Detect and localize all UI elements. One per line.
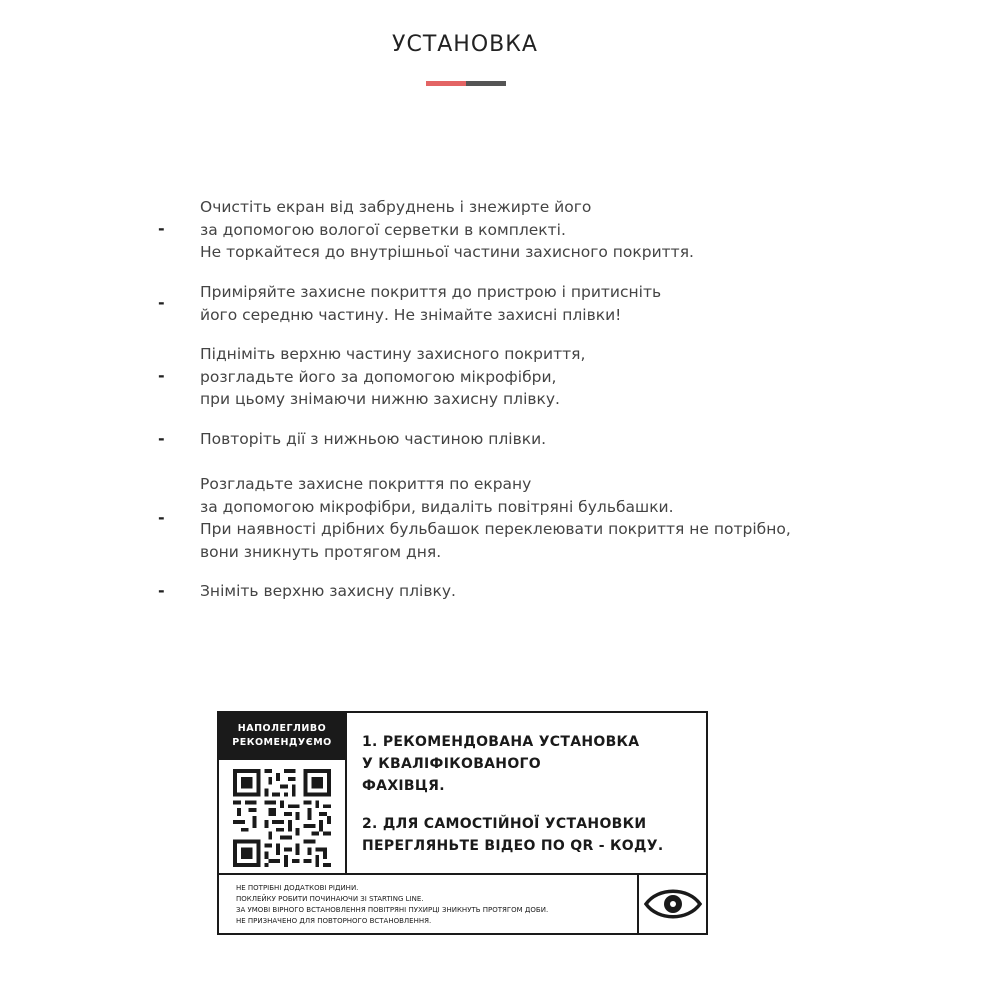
step-item	[158, 281, 880, 326]
qr-code-icon[interactable]	[233, 769, 331, 867]
step-line: за допомогою мікрофібри, видаліть повітряні бульбашки.	[200, 497, 674, 516]
step-line: його середню частину. Не знімайте захисні плівки!	[200, 305, 622, 324]
fine-print-line: НЕ ПРИЗНАЧЕНО ДЛЯ ПОВТОРНОГО ВСТАНОВЛЕННЯ.	[236, 917, 432, 925]
notice-bottom-section	[219, 873, 706, 933]
step-line: Повторіть дії з нижньою частиною плівки.	[200, 430, 547, 448]
step-line: розгладьте його за допомогою мікрофібри,	[200, 367, 557, 386]
step-line: при цьому знімаючи нижню захисну плівку.	[200, 390, 560, 408]
step-item	[158, 428, 880, 451]
step-bullet: -	[158, 366, 165, 385]
step-item	[158, 473, 880, 563]
recommendation-line: ПЕРЕГЛЯНЬТЕ ВІДЕО ПО QR - КОДУ.	[362, 838, 664, 854]
title-underline	[426, 81, 506, 86]
step-line: за допомогою вологої серветки в комплекті.	[200, 220, 566, 239]
step-item	[158, 580, 880, 603]
step-line: Очистіть екран від забруднень і знежирте його	[200, 198, 592, 216]
notice-recommendation-text	[362, 731, 692, 857]
eye-cell	[637, 875, 706, 933]
fine-print-line: НЕ ПОТРІБНІ ДОДАТКОВІ РІДИНИ.	[236, 884, 359, 892]
step-item	[158, 196, 880, 264]
step-bullet: -	[158, 581, 165, 600]
notice-top-section	[219, 713, 706, 873]
fine-print-line: ЗА УМОВІ ВІРНОГО ВСТАНОВЛЕННЯ ПОВІТРЯНІ ПУХИРЦІ ЗНИКНУТЬ ПРОТЯГОМ ДОБИ.	[236, 906, 549, 914]
notice-fine-print	[236, 883, 636, 927]
badge-line: РЕКОМЕНДУЄМО	[232, 737, 332, 748]
notice-qr-panel	[219, 713, 347, 873]
step-line: Зніміть верхню захисну плівку.	[200, 582, 456, 600]
underline-gray-segment	[466, 81, 506, 86]
recommendation-line: 1. РЕКОМЕНДОВАНА УСТАНОВКА	[362, 734, 640, 750]
recommendation-line: ФАХІВЦЯ.	[362, 778, 445, 794]
step-bullet: -	[158, 219, 165, 238]
recommendation-line: У КВАЛІФІКОВАНОГО	[362, 756, 541, 772]
step-item	[158, 343, 880, 411]
badge-line: НАПОЛЕГЛИВО	[237, 723, 327, 734]
step-bullet: -	[158, 429, 165, 448]
eye-icon	[644, 885, 702, 923]
step-line: Розгладьте захисне покриття по екрану	[200, 475, 532, 493]
step-bullet: -	[158, 508, 165, 527]
fine-print-line: ПОКЛЕЙКУ РОБИТИ ПОЧИНАЮЧИ ЗІ STARTING LINE.	[236, 895, 424, 903]
installation-notice-box	[217, 711, 708, 935]
underline-red-segment	[426, 81, 466, 86]
step-line: При наявності дрібних бульбашок переклеювати покриття не потрібно,	[200, 520, 791, 538]
recommend-badge	[219, 713, 345, 760]
step-line: Підніміть верхню частину захисного покриття,	[200, 345, 586, 363]
page-title: УСТАНОВКА	[392, 32, 538, 57]
step-line: вони зникнуть протягом дня.	[200, 542, 442, 561]
step-line: Не торкайтеся до внутрішньої частини захисного покриття.	[200, 243, 694, 261]
step-bullet: -	[158, 293, 165, 312]
step-line: Приміряйте захисне покриття до пристрою і притисніть	[200, 283, 662, 301]
recommendation-line: 2. ДЛЯ САМОСТІЙНОЇ УСТАНОВКИ	[362, 816, 647, 832]
